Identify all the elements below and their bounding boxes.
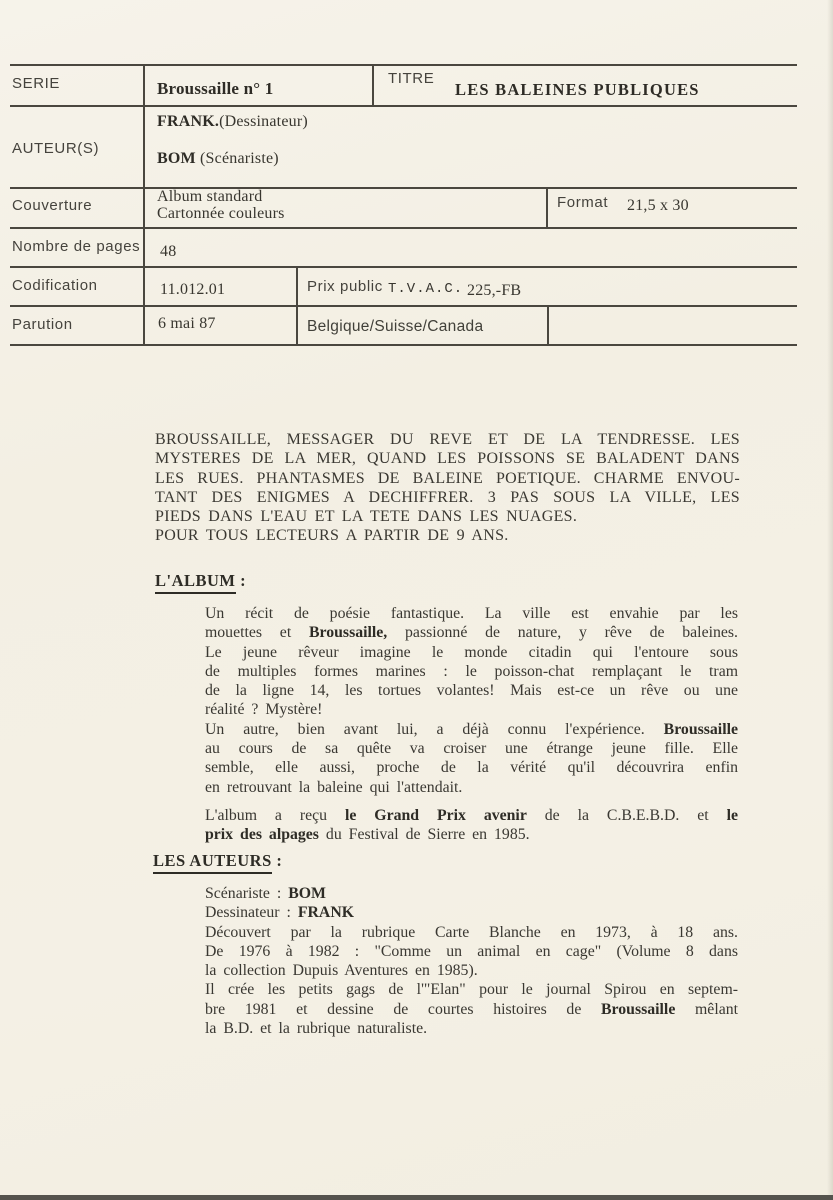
text-line (205, 758, 738, 777)
text-line (155, 488, 740, 507)
text-segment: LES RUES. PHANTASMES DE BALEINE POETIQUE. CHARME ENVOU- (155, 469, 740, 487)
text-segment: Le jeune rêveur imagine le monde citadin qui l'entoure sous (205, 643, 738, 661)
scan-edge-shadow (827, 0, 833, 1200)
serie-label: SERIE (12, 75, 61, 92)
auteurs-paragraph (205, 884, 738, 1038)
album-heading-colon: : (235, 571, 247, 590)
text-line (205, 662, 738, 681)
text-segment: Un récit de poésie fantastique. La ville est envahie par les (205, 605, 738, 622)
auteur2-role: (Scénariste) (200, 150, 279, 167)
prix-value: 225,-FB (467, 282, 522, 299)
bold-text-segment: Broussaille, (308, 624, 388, 642)
text-line (155, 507, 740, 526)
album-heading-text: L'ALBUM (155, 571, 236, 594)
text-line (155, 430, 740, 449)
text-segment: bre 1981 et dessine de courtes histoires de (205, 1000, 602, 1018)
scan-edge-bottom (0, 1195, 833, 1200)
text-line (205, 961, 738, 980)
pages-label: Nombre de pages (12, 238, 141, 255)
text-line (205, 903, 738, 922)
table-border-line (10, 187, 797, 189)
prix-tvac: T.V.A.C. (388, 281, 464, 297)
bold-text-segment: BOM (288, 885, 326, 902)
text-line (155, 526, 740, 545)
couverture-line1: Album standard (157, 188, 263, 205)
prix-label: Prix public (307, 278, 383, 295)
text-segment: au cours de sa quête va croiser une étrange jeune fille. Elle (205, 740, 738, 758)
table-border-line (372, 64, 374, 107)
text-segment: Il crée les petits gags de l'"Elan" pour le journal Spirou en septem- (205, 981, 738, 999)
text-segment: réalité ? Mystère! (205, 701, 323, 719)
text-segment: De 1976 à 1982 : "Comme un animal en cage" (Volume 8 dans (205, 942, 738, 960)
auteurs-label: AUTEUR(S) (12, 140, 100, 157)
parution-label: Parution (12, 316, 73, 333)
auteurs-heading-colon: : (271, 851, 283, 870)
text-line (205, 1019, 738, 1038)
bold-text-segment: prix des alpages (205, 826, 319, 844)
text-segment: BROUSSAILLE, MESSAGER DU REVE ET DE LA TENDRESSE. LES (155, 431, 740, 448)
table-border-line (296, 266, 298, 346)
table-border-line (546, 187, 548, 229)
titre-label: TITRE (388, 70, 435, 87)
intro-paragraph (155, 430, 740, 546)
album-section (205, 604, 738, 845)
text-segment: mouettes et (205, 624, 309, 642)
text-segment: PIEDS DANS L'EAU ET LA TETE DANS LES NUAGES. (155, 508, 578, 526)
text-segment: Un autre, bien avant lui, a déjà connu l'expérience. (205, 720, 664, 738)
bold-text-segment: le Grand Prix avenir (344, 806, 527, 824)
text-line (155, 449, 740, 468)
titre-value: LES BALEINES PUBLIQUES (455, 80, 700, 99)
text-line (205, 643, 738, 662)
table-border-line (143, 64, 145, 346)
format-label: Format (557, 194, 609, 211)
text-segment: semble, elle aussi, proche de la vérité qu'il découvrira enfin (205, 759, 738, 777)
text-line (205, 739, 738, 758)
text-line (205, 884, 738, 903)
text-line (205, 778, 738, 797)
text-line (205, 700, 738, 719)
album-heading (155, 571, 246, 591)
table-border-line (10, 105, 797, 107)
text-line (205, 942, 738, 961)
text-line (205, 825, 738, 844)
codification-value: 11.012.01 (160, 281, 226, 298)
text-line (205, 720, 738, 739)
album-paragraph-3 (205, 806, 738, 845)
text-segment: L'album a reçu (205, 806, 345, 824)
table-border-line (10, 227, 797, 229)
text-segment: la collection Dupuis Aventures en 1985). (205, 962, 478, 980)
text-segment: MYSTERES DE LA MER, QUAND LES POISSONS SE BALADENT DANS (155, 450, 740, 468)
pages-value: 48 (160, 243, 177, 260)
text-line (205, 923, 738, 942)
text-segment: TANT DES ENIGMES A DECHIFFRER. 3 PAS SOUS LA VILLE, LES (155, 488, 740, 506)
auteur-dessinateur (157, 113, 308, 131)
territoires-value: Belgique/Suisse/Canada (307, 318, 484, 335)
table-border-line (547, 305, 549, 346)
bold-text-segment: FRANK (297, 904, 355, 922)
couverture-line2: Cartonnée couleurs (157, 204, 285, 222)
album-paragraph-1 (205, 604, 738, 720)
table-border-line (10, 305, 797, 307)
text-line (205, 604, 738, 623)
auteurs-heading (153, 851, 282, 871)
text-segment: la B.D. et la rubrique naturaliste. (205, 1020, 428, 1038)
serie-value: Broussaille n° 1 (157, 79, 274, 98)
text-segment: de multiples formes marines : le poisson-chat remplaçant le tram (205, 662, 738, 680)
text-segment: mêlant (675, 1000, 739, 1018)
text-segment: en retrouvant la baleine qui l'attendait. (205, 778, 463, 796)
text-line (205, 681, 738, 700)
auteur2-name: BOM (157, 150, 196, 167)
parution-value: 6 mai 87 (158, 315, 216, 332)
couverture-value (157, 189, 285, 222)
text-segment: de la C.B.E.B.D. et (526, 806, 727, 824)
album-paragraph-2 (205, 720, 738, 797)
auteur1-role: (Dessinateur) (219, 113, 308, 130)
table-border-line (10, 64, 797, 66)
table-border-line (10, 344, 797, 346)
text-segment: Scénariste : (205, 885, 289, 902)
bold-text-segment: Broussaille (601, 1000, 676, 1018)
format-value: 21,5 x 30 (627, 197, 689, 214)
codification-label: Codification (12, 277, 98, 294)
table-border-line (10, 266, 797, 268)
text-line (205, 1000, 738, 1019)
auteur-scenariste (157, 150, 279, 168)
text-line (205, 806, 738, 825)
couverture-label: Couverture (12, 197, 93, 214)
text-segment: passionné de nature, y rêve de baleines. (387, 624, 738, 642)
text-line (155, 469, 740, 488)
bold-text-segment: Broussaille (663, 720, 738, 738)
text-segment: POUR TOUS LECTEURS A PARTIR DE 9 ANS. (155, 527, 509, 545)
text-segment: Découvert par la rubrique Carte Blanche en 1973, à 18 ans. (205, 923, 738, 941)
auteurs-heading-text: LES AUTEURS (153, 851, 272, 874)
bold-text-segment: le (726, 806, 738, 824)
auteur1-name: FRANK. (157, 113, 220, 130)
text-line (205, 980, 738, 999)
text-segment: du Festival de Sierre en 1985. (318, 826, 530, 844)
text-line (205, 623, 738, 642)
text-segment: de la ligne 14, les tortues volantes! Mais est-ce un rêve ou une (205, 682, 738, 700)
text-segment: Dessinateur : (205, 904, 298, 922)
